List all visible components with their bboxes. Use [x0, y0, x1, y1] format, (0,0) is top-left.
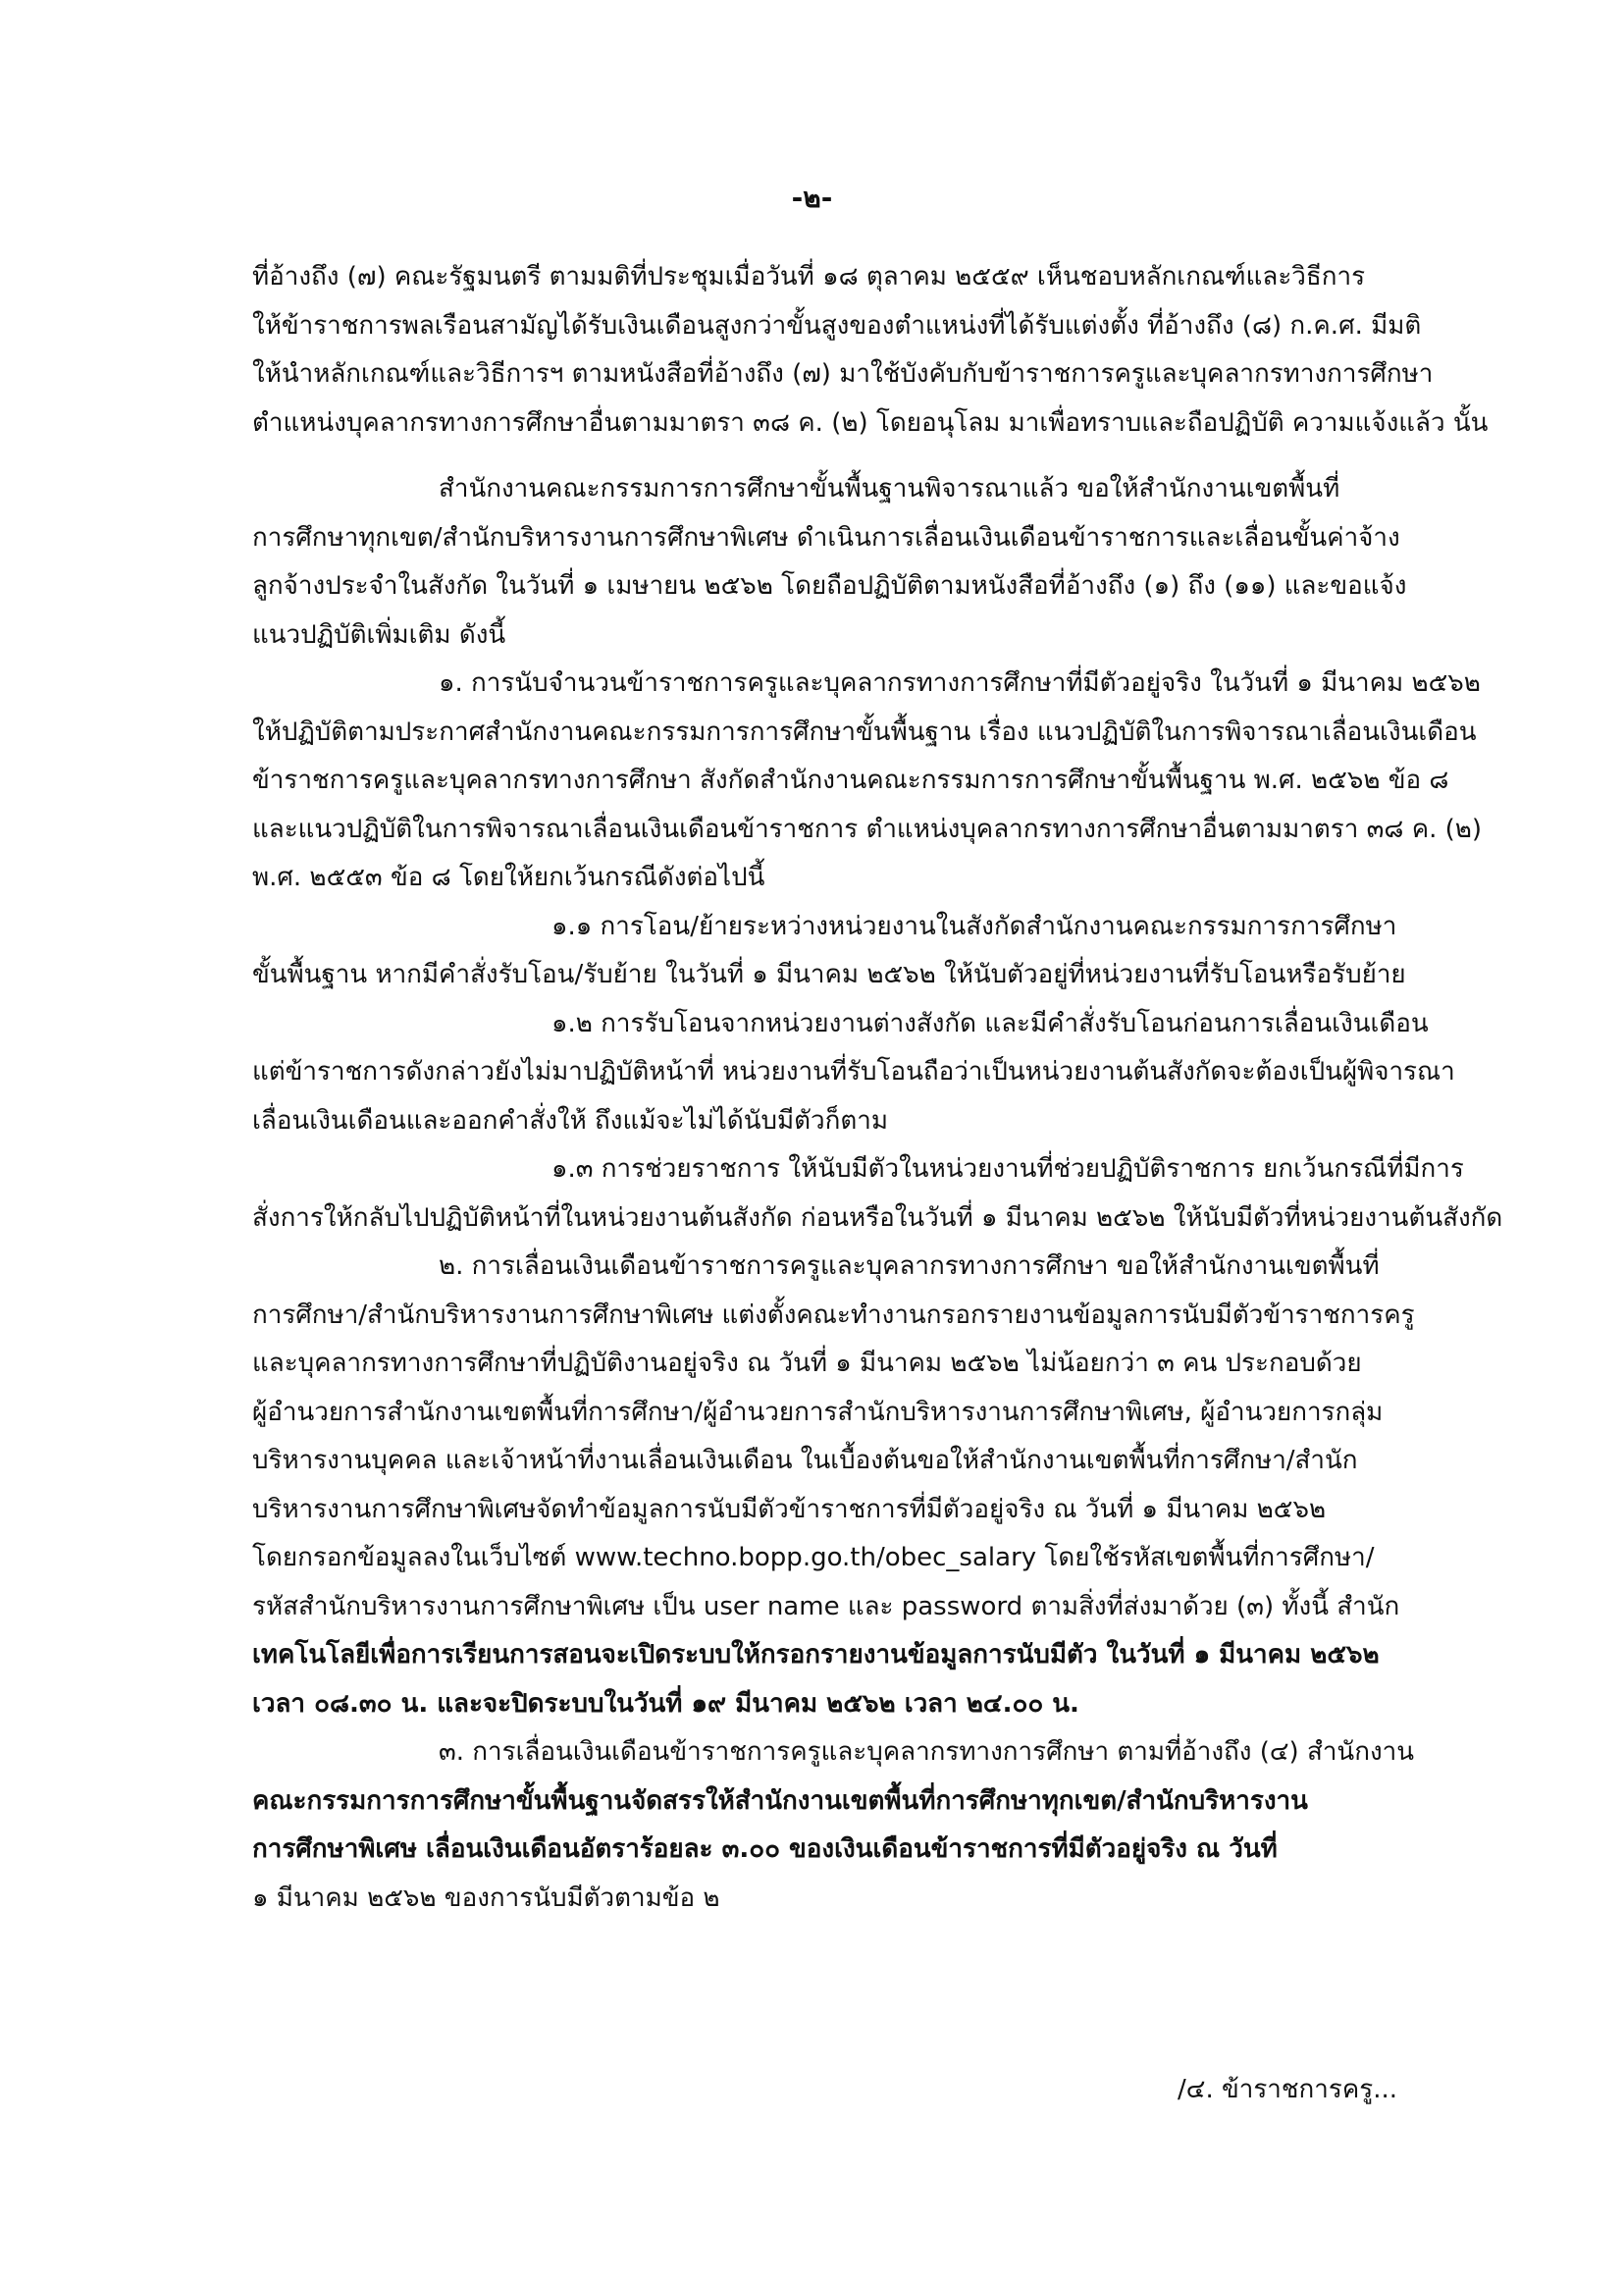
paragraph-item-1-2	[252, 1000, 1520, 1146]
text-line: สั่งการให้กลับไปปฏิบัติหน้าที่ในหน่วยงานต้นสังกัด ก่อนหรือในวันที่ ๑ มีนาคม ๒๕๖๒ ให้นับมีตัวที่หน่วยงานต้นสังกัด	[252, 1202, 1503, 1233]
text-line: ๑. การนับจำนวนข้าราชการครูและบุคลากรทางการศึกษาที่มีตัวอยู่จริง ในวันที่ ๑ มีนาคม ๒๕๖๒	[439, 668, 1481, 698]
text-line: พ.ศ. ๒๕๕๓ ข้อ ๘ โดยให้ยกเว้นกรณีดังต่อไปนี้	[252, 863, 765, 892]
text-line: การศึกษาทุกเขต/สำนักบริหารงานการศึกษาพิเศษ ดำเนินการเลื่อนเงินเดือนข้าราชการและเลื่อนขั้นค่าจ้าง	[252, 522, 1400, 553]
continuation-note: /๔. ข้าราชการครู...	[1178, 2075, 1398, 2104]
text-line: และบุคลากรทางการศึกษาที่ปฏิบัติงานอยู่จริง ณ วันที่ ๑ มีนาคม ๒๕๖๒ ไม่น้อยกว่า ๓ คน ประกอบด้วย	[252, 1349, 1362, 1378]
text-line: รหัสสำนักบริหารงานการศึกษาพิเศษ เป็น user name และ password ตามสิ่งที่ส่งมาด้วย (๓) ทั้งนี้ สำนัก	[252, 1591, 1400, 1621]
paragraph-reference	[252, 253, 1520, 448]
text-line: ๓. การเลื่อนเงินเดือนข้าราชการครูและบุคลากรทางการศึกษา ตามที่อ้างถึง (๔) สำนักงาน	[439, 1737, 1415, 1767]
text-line: ๑.๒ การรับโอนจากหน่วยงานต่างสังกัด และมีคำสั่งรับโอนก่อนการเลื่อนเงินเดือน	[551, 1008, 1429, 1038]
text-line: ลูกจ้างประจำในสังกัด ในวันที่ ๑ เมษายน ๒๕๖๒ โดยถือปฏิบัติตามหนังสือที่อ้างถึง (๑) ถึง (๑๑) และขอแจ้ง	[252, 571, 1407, 601]
paragraph-item-2	[252, 1243, 1520, 1728]
text-line: ขั้นพื้นฐาน หากมีคำสั่งรับโอน/รับย้าย ในวันที่ ๑ มีนาคม ๒๕๖๒ ให้นับตัวอยู่ที่หน่วยงานที่รับโอนหรือรับย้าย	[252, 960, 1406, 989]
text-line: ตำแหน่งบุคลากรทางการศึกษาอื่นตามมาตรา ๓๘ ค. (๒) โดยอนุโลม มาเพื่อทราบและถือปฏิบัติ ความแจ้งแล้ว นั้น	[252, 407, 1489, 438]
paragraph-item-1-1	[252, 903, 1520, 1000]
page-number: -๒-	[791, 182, 833, 214]
text-line: แนวปฏิบัติเพิ่มเติม ดังนี้	[252, 619, 506, 650]
text-line: แต่ข้าราชการดังกล่าวยังไม่มาปฏิบัติหน้าที่ หน่วยงานที่รับโอนถือว่าเป็นหน่วยงานต้นสังกัดจะต้องเป็นผู้พิจารณา	[252, 1057, 1455, 1087]
text-line: ผู้อำนวยการสำนักงานเขตพื้นที่การศึกษา/ผู้อำนวยการสำนักบริหารงานการศึกษาพิเศษ, ผู้อำนวยการกลุ่ม	[252, 1397, 1384, 1427]
text-line: การศึกษา/สำนักบริหารงานการศึกษาพิเศษ แต่งตั้งคณะทำงานกรอกรายงานข้อมูลการนับมีตัวข้าราชการครู	[252, 1299, 1415, 1330]
text-line: ๑.๓ การช่วยราชการ ให้นับมีตัวในหน่วยงานที่ช่วยปฏิบัติราชการ ยกเว้นกรณีที่มีการ	[551, 1154, 1464, 1184]
text-line: ๒. การเลื่อนเงินเดือนข้าราชการครูและบุคลากรทางการศึกษา ขอให้สำนักงานเขตพื้นที่	[439, 1251, 1380, 1281]
text-line: การศึกษาพิเศษ เลื่อนเงินเดือนอัตราร้อยละ ๓.๐๐ ของเงินเดือนข้าราชการที่มีตัวอยู่จริง ณ วันที่	[252, 1834, 1278, 1864]
text-line: ให้นำหลักเกณฑ์และวิธีการฯ ตามหนังสือที่อ้างถึง (๗) มาใช้บังคับกับข้าราชการครูและบุคลากรทางการศึกษา	[252, 359, 1434, 389]
document-body	[252, 253, 1520, 1923]
text-line: เวลา ๐๘.๓๐ น. และจะปิดระบบในวันที่ ๑๙ มีนาคม ๒๕๖๒ เวลา ๒๔.๐๐ น.	[252, 1688, 1079, 1719]
text-line: ข้าราชการครูและบุคลากรทางการศึกษา สังกัดสำนักงานคณะกรรมการการศึกษาขั้นพื้นฐาน พ.ศ. ๒๕๖๒ ข้อ ๘	[252, 766, 1449, 795]
text-line: เทคโนโลยีเพื่อการเรียนการสอนจะเปิดระบบให้กรอกรายงานข้อมูลการนับมีตัว ในวันที่ ๑ มีนาคม ๒๕๖๒	[252, 1640, 1380, 1670]
text-line: บริหารงานการศึกษาพิเศษจัดทำข้อมูลการนับมีตัวข้าราชการที่มีตัวอยู่จริง ณ วันที่ ๑ มีนาคม ๒๕๖๒	[252, 1494, 1327, 1524]
text-line: โดยกรอกข้อมูลลงในเว็บไซต์ www.techno.bopp.go.th/obec_salary โดยใช้รหัสเขตพื้นที่การศึกษา/	[252, 1543, 1375, 1572]
text-line: และแนวปฏิบัติในการพิจารณาเลื่อนเงินเดือนข้าราชการ ตำแหน่งบุคลากรทางการศึกษาอื่นตามมาตรา ๓๘ ค. (๒)	[252, 814, 1483, 844]
text-line: ให้ข้าราชการพลเรือนสามัญได้รับเงินเดือนสูงกว่าขั้นสูงของตำแหน่งที่ได้รับแต่งตั้ง ที่อ้างถึง (๘) ก.ค.ศ. มีมติ	[252, 310, 1422, 341]
text-line: ๑.๑ การโอน/ย้ายระหว่างหน่วยงานในสังกัดสำนักงานคณะกรรมการการศึกษา	[551, 911, 1397, 941]
text-line: ให้ปฏิบัติตามประกาศสำนักงานคณะกรรมการการศึกษาขั้นพื้นฐาน เรื่อง แนวปฏิบัติในการพิจารณาเลื่อนเงินเดือน	[252, 716, 1477, 747]
text-line: ที่อ้างถึง (๗) คณะรัฐมนตรี ตามมติที่ประชุมเมื่อวันที่ ๑๘ ตุลาคม ๒๕๕๙ เห็นชอบหลักเกณฑ์และวิธีการ	[252, 262, 1366, 292]
paragraph-consideration	[252, 465, 1520, 660]
text-line: เลื่อนเงินเดือนและออกคำสั่งให้ ถึงแม้จะไม่ได้นับมีตัวก็ตาม	[252, 1105, 888, 1136]
text-line: สำนักงานคณะกรรมการการศึกษาขั้นพื้นฐานพิจารณาแล้ว ขอให้สำนักงานเขตพื้นที่	[439, 474, 1340, 504]
paragraph-item-1	[252, 660, 1520, 903]
text-line: บริหารงานบุคคล และเจ้าหน้าที่งานเลื่อนเงินเดือน ในเบื้องต้นขอให้สำนักงานเขตพื้นที่การศึกษา/สำนัก	[252, 1446, 1358, 1475]
paragraph-item-3	[252, 1728, 1520, 1923]
text-line: คณะกรรมการการศึกษาขั้นพื้นฐานจัดสรรให้สำนักงานเขตพื้นที่การศึกษาทุกเขต/สำนักบริหารงาน	[252, 1785, 1308, 1816]
paragraph-item-1-3	[252, 1145, 1520, 1243]
text-line: ๑ มีนาคม ๒๕๖๒ ของการนับมีตัวตามข้อ ๒	[252, 1882, 720, 1913]
